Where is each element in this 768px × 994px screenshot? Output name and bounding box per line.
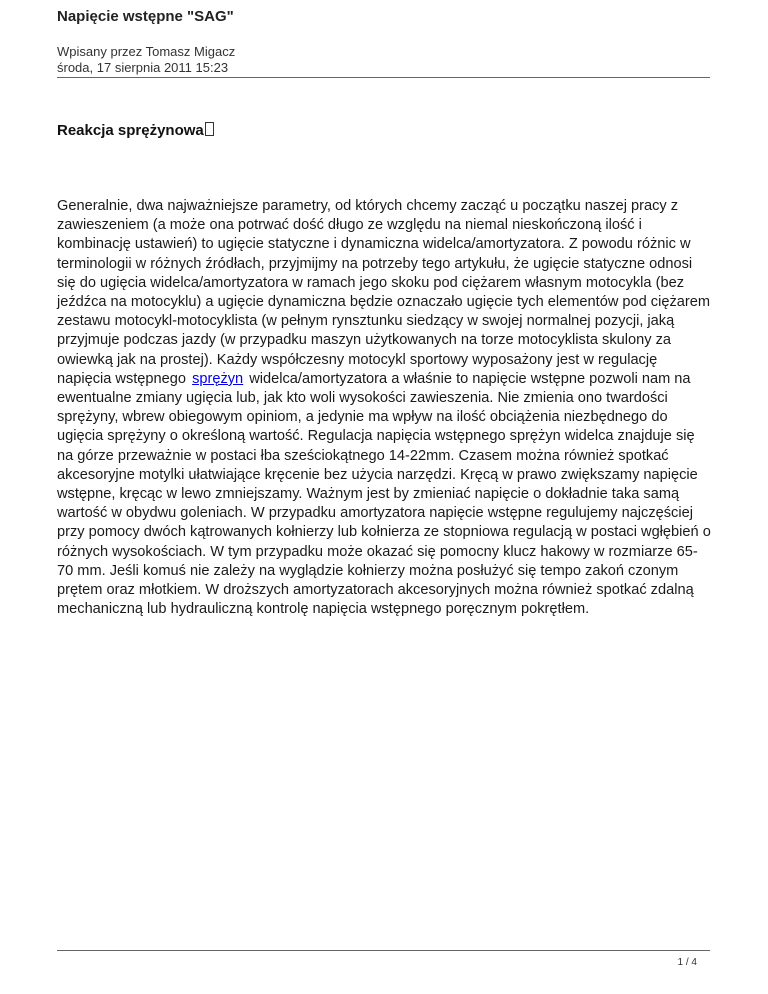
header-divider [57, 77, 710, 78]
article-meta [57, 44, 235, 76]
article-body [57, 197, 713, 619]
missing-glyph-box [205, 122, 214, 136]
springs-link[interactable]: sprężyn [192, 370, 244, 387]
section-heading-text: Reakcja sprężynowa [57, 122, 204, 139]
author-line: Wpisany przez Tomasz Migacz [57, 44, 236, 59]
page-number: 1 / 4 [677, 957, 697, 968]
footer-divider [57, 950, 710, 951]
date-line: środa, 17 sierpnia 2011 15:23 [57, 60, 229, 75]
article-body-part2: widelca/amortyzatora a właśnie to napięcie wstępne pozwoli nam na ewentualne zmiany ugięcia lub, jak kto woli wysokości zawieszenia. Nie zmienia ono twardości sprężyny, wbrew obiegowym opiniom, a jedynie ma wpływ na ilość obciążenia niezbędnego do ugięcia sprężyny o określoną wartość. Regulacja napięcia wstępnego sprężyn widelca znajduje się na górze przeważnie w postaci łba sześciokątnego 14-22mm. Czasem można również spotkać akcesoryjne motylki ułatwiające kręcenie bez użycia narzędzi. Kręcą w prawo zwiększamy napięcie wstępne, kręcąc w lewo zmniejszamy. Ważnym jest by zmieniać napięcie o dokładnie taka samą wartość w obydwu goleniach. W przypadku amortyzatora napięcie wstępne regulujemy najczęściej przy pomocy dwóch kątrowanych kołnierzy lub kołnierza ze stopniowa regulacją w postaci wgłębień o różnych wysokościach. W tym przypadku może okazać się pomocny klucz hakowy w rozmiarze 65-70 mm. Jeśli komuś nie zależy na wyglądzie kołnierzy można posłużyć się tempo zakoń czonym prętem oraz młotkiem. W droższych amortyzatorach akcesoryjnych można również spotkać zdalną mechaniczną lub hydrauliczną kontrolę napięcia wstępnego poręcznym pokrętłem. [57, 370, 711, 618]
page-title: Napięcie wstępne "SAG" [57, 8, 234, 25]
section-heading [57, 122, 214, 139]
article-body-part1: Generalnie, dwa najważniejsze parametry, od których chcemy zacząć u początku naszej pracy z zawieszeniem (a może ona potrwać dość długo ze względu na niemal nieskończoną ilość i kombinację ustawień) to ugięcie statyczne i dynamiczna widelca/amortyzatora. Z powodu różnic w terminologii w różnych źródłach, przyjmijmy na potrzeby tego artykułu, że ugięcie statyczne odnosi się do ugięcia widelca/amortyzatora w ramach jego skoku pod ciężarem własnym motocykla (bez jeźdźca na motocyklu) a ugięcie dynamiczna będzie oznaczało ugięcie tych elementów pod ciężarem zestawu motocykl-motocyklista (w pełnym rynsztunku siedzący w swojej normalnej pozycji, jaką przyjmuje podczas jazdy (w przypadku maszyn użytkowanych na torze motocyklista skulony za owiewką jak na prostej). Każdy współczesny motocykl sportowy wyposażony jest w regulację napięcia wstępnego [57, 198, 711, 387]
